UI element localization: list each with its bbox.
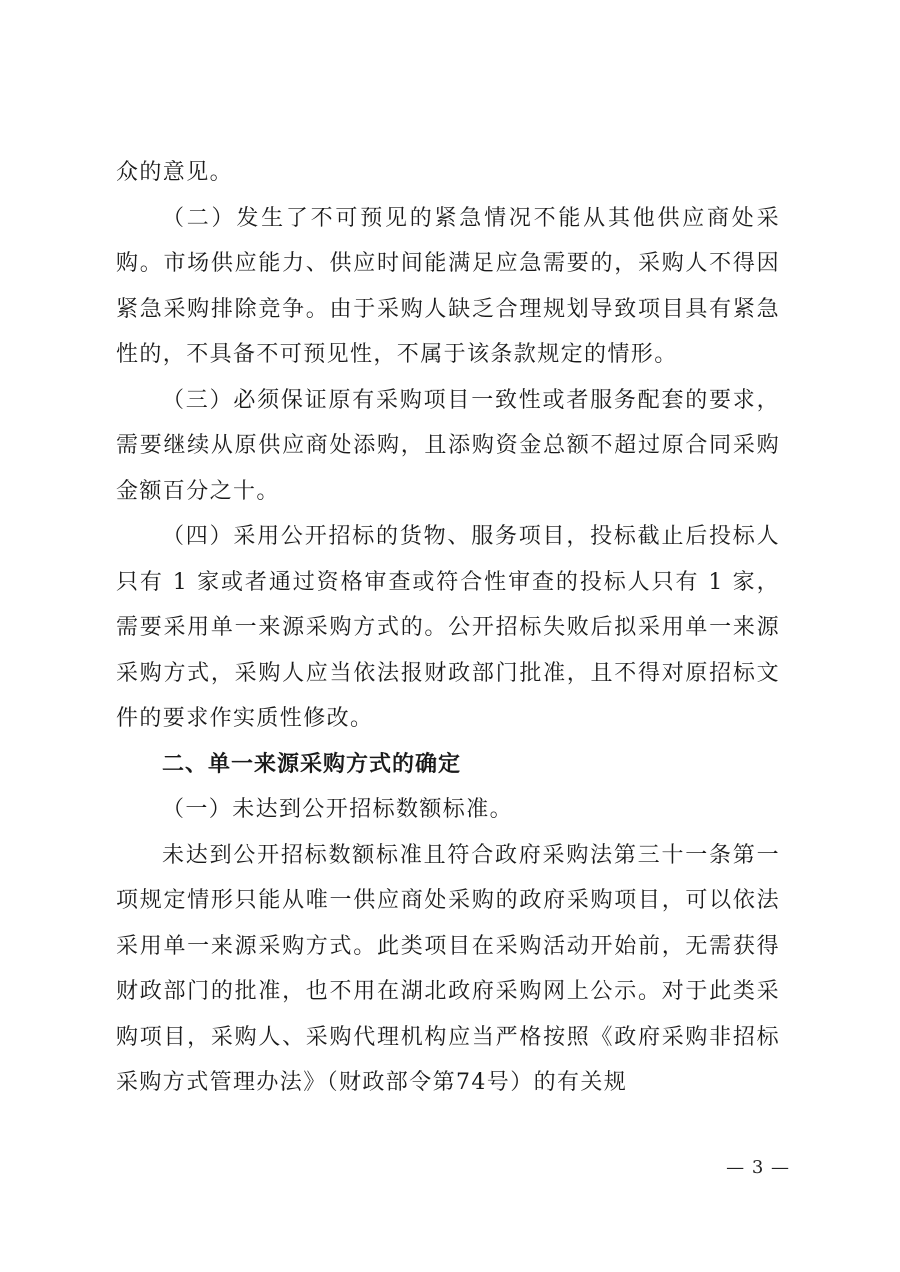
- section-heading: 二、单一来源采购方式的确定: [162, 751, 462, 777]
- document-body: [116, 150, 780, 1106]
- paragraph-continuation: 众的意见。: [116, 160, 234, 185]
- paragraph-item-4: （四）采用公开招标的货物、服务项目，投标截止后投标人只有 1 家或者通过资格审查或符合性审查的投标人只有 1 家，需要采用单一来源采购方式的。公开招标失败后拟采用单一来源采购方式，采购人应当依法报财政部门批准，且不得对原招标文件的要求作实质性修改。: [116, 524, 780, 731]
- paragraph-item-2: （二）发生了不可预见的紧急情况不能从其他供应商处采购。市场供应能力、供应时间能满足应急需要的，采购人不得因紧急采购排除竞争。由于采购人缺乏合理规划导致项目具有紧急性的，不具备不可预见性，不属于该条款规定的情形。: [116, 205, 780, 367]
- paragraph-item-3: （三）必须保证原有采购项目一致性或者服务配套的要求，需要继续从原供应商处添购，且添购资金总额不超过原合同采购金额百分之十。: [116, 387, 780, 504]
- page-number: — 3 —: [726, 1157, 790, 1178]
- subsection-heading: （一）未达到公开招标数额标准。: [162, 797, 514, 822]
- paragraph-section-body: 未达到公开招标数额标准且符合政府采购法第三十一条第一项规定情形只能从唯一供应商处采购的政府采购项目，可以依法采用单一来源采购方式。此类项目在采购活动开始前，无需获得财政部门的批准，也不用在湖北政府采购网上公示。对于此类采购项目，采购人、采购代理机构应当严格按照《政府采购非招标采购方式管理办法》（财政部令第74号）的有关规: [116, 842, 780, 1095]
